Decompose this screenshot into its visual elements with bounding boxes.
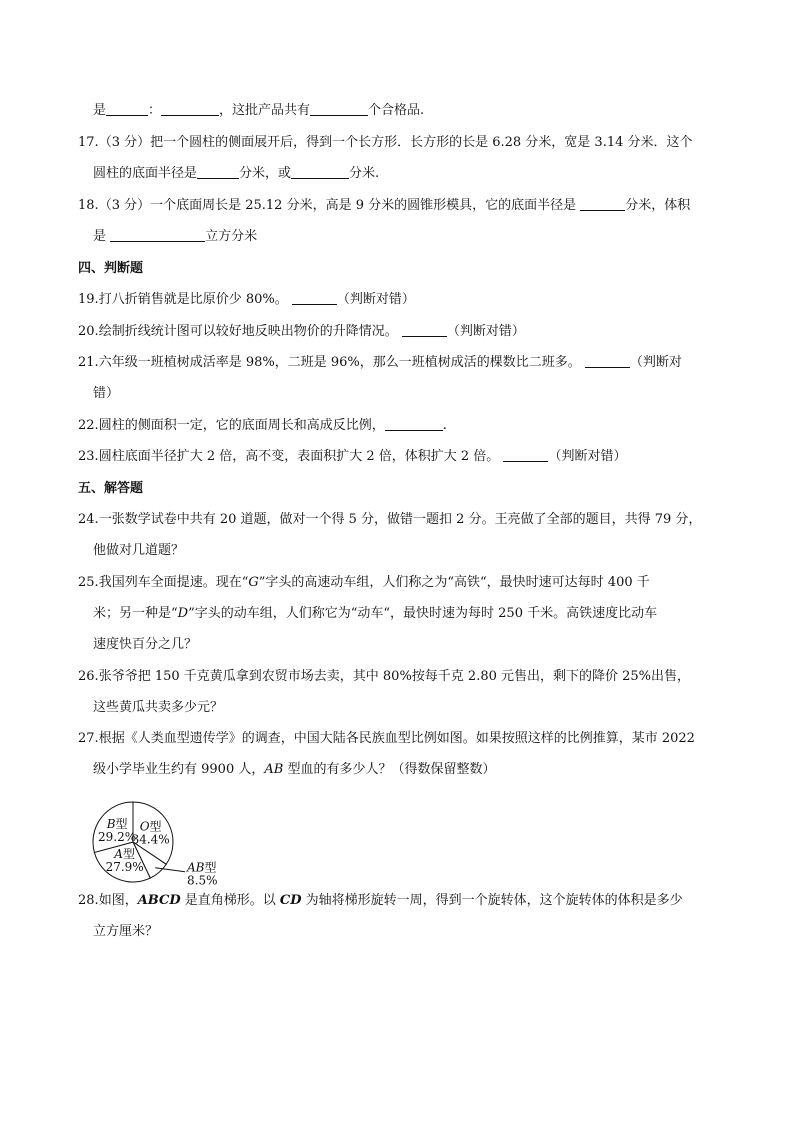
question-27-cont: 级小学毕业生约有 9900 人，AB 型血的有多少人？（得数保留整数） [93,762,496,777]
answer-blank[interactable] [585,354,630,368]
question-25: 25.我国列车全面提速。现在“G”字头的高速动车组，人们称之为“高铁“，最快时速可达每时 400 千 [78,575,650,590]
answer-blank[interactable] [580,197,625,211]
question-26: 26.张爷爷把 150 千克黄瓜拿到农贸市场去卖，其中 80%按每千克 2.80 元售出，剩下的降价 25%出售， [78,669,691,684]
slice-label-a: A型 [114,847,135,862]
slice-label-o: O型 [139,819,162,834]
answer-blank[interactable] [503,448,548,462]
question-24: 24.一张数学试卷中共有 20 道题，做对一个得 5 分，做错一题扣 2 分。王亮做了全部的题目，共得 79 分， [78,512,702,527]
question-25-cont2: 速度快百分之几？ [93,637,198,652]
question-22: 22.圆柱的侧面积一定，它的底面周长和高成反比例， . [78,418,447,433]
slice-value-a: 27.9% [105,860,144,875]
question-27: 27.根据《人类血型遗传学》的调查，中国大陆各民族血型比例如图。如果按照这样的比例推算，某市 2022 [78,731,695,746]
answer-blank[interactable] [110,228,205,242]
section-heading-judgment: 四、判断题 [78,261,144,276]
q16-tail: 是 ： ，这批产品共有 个合格品. [93,103,425,118]
question-19: 19.打八折销售就是比原价少 80%。 （判断对错） [78,292,415,307]
answer-blank[interactable] [161,102,219,116]
slice-label-ab: AB型 [187,860,217,875]
question-23: 23.圆柱底面半径扩大 2 倍，高不变，表面积扩大 2 倍，体积扩大 2 倍。 （判断对错） [78,449,627,464]
question-25-cont: 米；另一种是“D”字头的动车组，人们称它为“动车“，最快时速为每时 250 千米。高铁速度比动车 [93,606,658,621]
slice-value-b: 29.2% [98,829,137,844]
answer-blank[interactable] [310,102,368,116]
question-28-cont: 立方厘米？ [93,924,159,939]
question-18: 18.（3 分）一个底面周长是 25.12 分米，高是 9 分米的圆锥形模具，它的底面半径是 分米，体积 [78,198,691,213]
section-heading-solve: 五、解答题 [78,481,144,496]
question-24-cont: 他做对几道题？ [93,543,185,558]
question-28: 28.如图，ABCD 是直角梯形。以 CD 为轴将梯形旋转一周，得到一个旋转体，这个旋转体的体积是多少 [78,893,683,908]
question-17: 17.（3 分）把一个圆柱的侧面展开后，得到一个长方形．长方形的长是 6.28 分米，宽是 3.14 分米．这个 [78,135,693,150]
question-26-cont: 这些黄瓜共卖多少元？ [93,700,224,715]
answer-blank[interactable] [291,165,349,179]
blood-type-pie-chart [90,798,235,888]
question-18-cont: 是 立方分米 [93,229,258,244]
answer-blank[interactable] [402,323,447,337]
answer-blank[interactable] [385,417,443,431]
question-20: 20.绘制折线统计图可以较好地反映出物价的升降情况。 （判断对错） [78,324,525,339]
question-21: 21.六年级一班植树成活率是 98%，二班是 96%，那么一班植树成活的棵数比二班多。 （判断对 [78,355,682,370]
slice-value-ab: 8.5% [187,873,218,888]
question-17-cont: 圆柱的底面半径是 分米，或 分米. [93,166,380,181]
answer-blank[interactable] [106,102,148,116]
answer-blank[interactable] [197,165,239,179]
slice-value-o: 34.4% [131,832,170,847]
slice-label-b: B型 [106,816,128,831]
question-21-cont: 错） [93,386,120,401]
answer-blank[interactable] [292,291,337,305]
